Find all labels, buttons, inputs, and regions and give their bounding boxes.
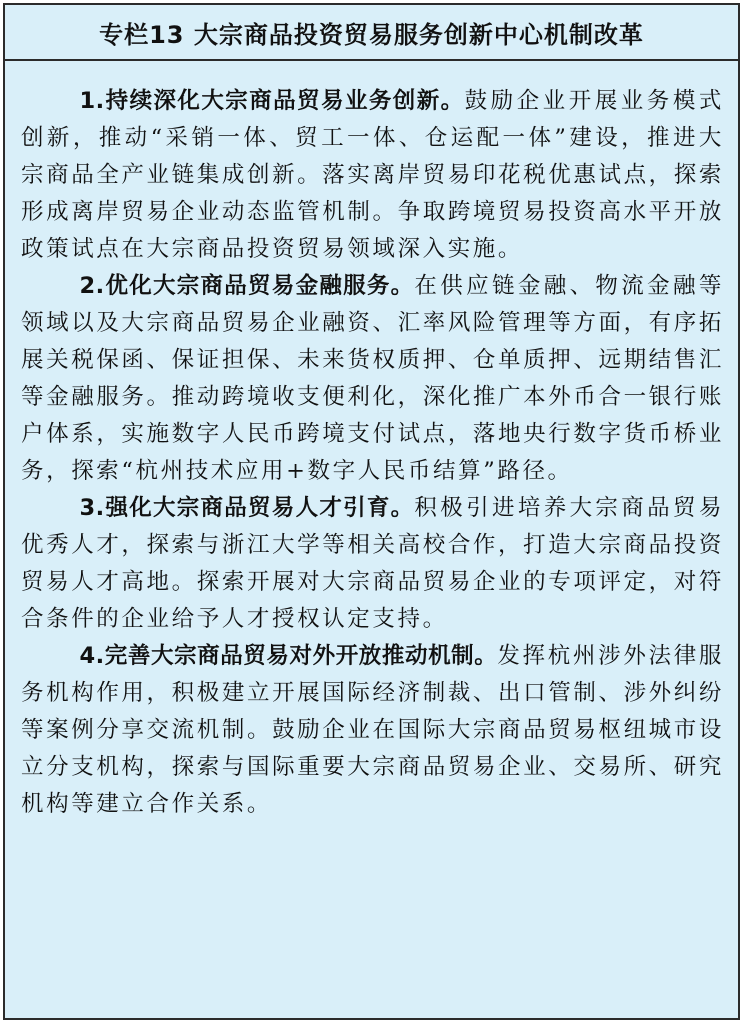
title-bar	[5, 5, 738, 61]
section-4-body: 发挥杭州涉外法律服务机构作用，积极建立开展国际经济制裁、出口管制、涉外纠纷等案例分享交流机制。鼓励企业在国际大宗商品贸易枢纽城市设立分支机构，探索与国际重要大宗商品贸易企业、交易所、研究机构等建立合作关系。	[21, 643, 724, 817]
section-4	[21, 638, 724, 823]
section-3	[21, 490, 724, 638]
section-2	[21, 268, 724, 490]
section-2-body: 在供应链金融、物流金融等领域以及大宗商品贸易企业融资、汇率风险管理等方面，有序拓展关税保函、保证担保、未来货权质押、仓单质押、远期结售汇等金融服务。推动跨境收支便利化，深化推广本外币合一银行账户体系，实施数字人民币跨境支付试点，落地央行数字货币桥业务，探索“杭州技术应用+数字人民币结算”路径。	[21, 273, 724, 484]
section-1-body: 鼓励企业开展业务模式创新，推动“采销一体、贸工一体、仓运配一体”建设，推进大宗商品全产业链集成创新。落实离岸贸易印花税优惠试点，探索形成离岸贸易企业动态监管机制。争取跨境贸易投资高水平开放政策试点在大宗商品投资贸易领域深入实施。	[21, 88, 724, 262]
column-box	[3, 3, 740, 1020]
section-4-heading: 4.完善大宗商品贸易对外开放推动机制。	[79, 643, 498, 669]
column-title: 专栏13 大宗商品投资贸易服务创新中心机制改革	[99, 20, 644, 49]
section-3-heading: 3.强化大宗商品贸易人才引育。	[79, 495, 415, 521]
section-2-heading: 2.优化大宗商品贸易金融服务。	[79, 273, 415, 299]
column-content	[21, 61, 724, 1018]
section-3-body: 积极引进培养大宗商品贸易优秀人才，探索与浙江大学等相关高校合作，打造大宗商品投资贸易人才高地。探索开展对大宗商品贸易企业的专项评定，对符合条件的企业给予人才授权认定支持。	[21, 495, 724, 632]
section-1-heading: 1.持续深化大宗商品贸易业务创新。	[79, 88, 465, 114]
section-1	[21, 83, 724, 268]
